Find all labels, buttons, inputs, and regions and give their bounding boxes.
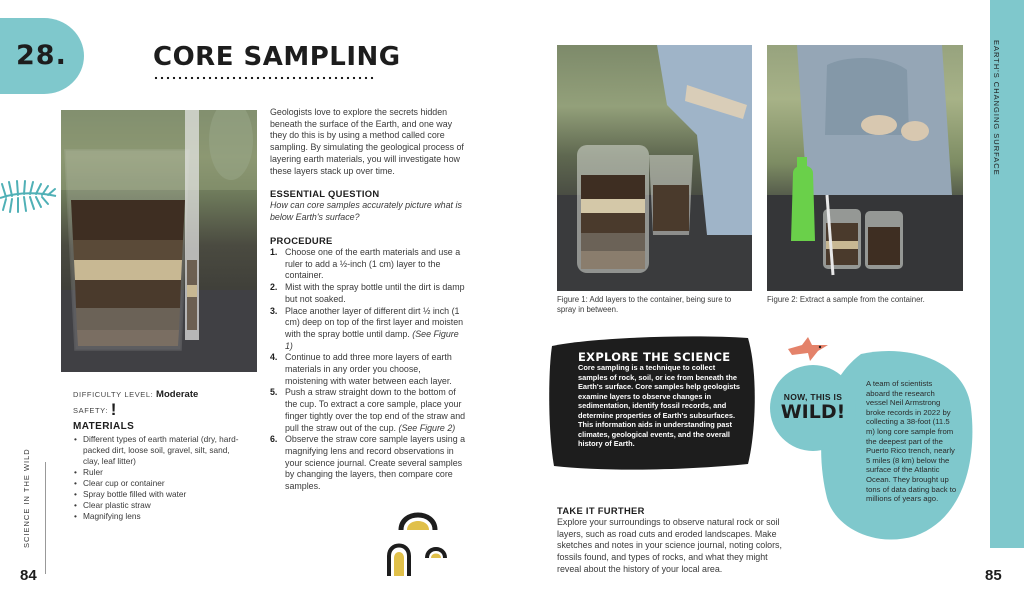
essential-question-heading: ESSENTIAL QUESTION — [270, 188, 380, 199]
take-further-text: Explore your surroundings to observe natural rock or soil layers, such as road cuts and eroded landscapes. Make sketches and notes in your science journal, noting colors, fossils found, and types of rocks, and what they might reveal about the history of your local area. — [557, 517, 782, 574]
page-title: CORE SAMPLING — [153, 42, 401, 72]
explore-text: Core sampling is a technique to collect samples of rock, soil, or ice from beneath the Earth's surface. Core samples help geologists examine layers to observe changes in sedimentation, identify fossil records, and determine properties of Earth's subsurfaces. This information aids in understanding past climates, geological events, and the overall history of Earth. — [578, 363, 740, 448]
safety-label: SAFETY: — [73, 406, 109, 415]
step-text: Place another layer of different dirt ½ inch (1 cm) deep on top of the first layer and moisten with the spray bottle until damp. — [285, 305, 464, 339]
materials-item: • Different types of earth material (dry, hard-packed dirt, loose soil, gravel, silt, sand, clay, leaf litter) — [74, 434, 246, 467]
activity-number: 28. — [16, 40, 67, 71]
palm-leaf-icon — [0, 178, 58, 214]
section-label-left: SCIENCE IN THE WILD — [22, 448, 31, 548]
section-label-right: EARTH'S CHANGING SURFACE — [992, 40, 1001, 176]
page-number-left: 84 — [20, 567, 37, 584]
figure-2-caption: Figure 2: Extract a sample from the container. — [767, 295, 925, 304]
step-number: 6. — [270, 434, 278, 445]
wild-fact-text: A team of scientists aboard the research vessel Neil Armstrong broke records in 2022 by collecting a 38-foot (11.5 m) long core sample from the deepest part of the Puerto Rico trench, nearly 5 miles (8 km) below the surface of the Atlantic Ocean. They brought up tons of data dating back to millions of years ago. — [866, 379, 957, 504]
step-number: 3. — [270, 305, 278, 316]
procedure-step — [270, 434, 466, 493]
step-text: Observe the straw core sample layers using a magnifying lens and record observations in your science journal. Create several samples by changing the layers, then compare core samples. — [285, 434, 466, 492]
step-text: Choose one of the earth materials and use a ruler to add a ½-inch (1 cm) layer to the container. — [285, 247, 461, 281]
materials-item: • Clear cup or container — [74, 478, 246, 489]
intro-paragraph: Geologists love to explore the secrets hidden beneath the surface of the Earth, and one way they do this is by using a method called core sampling. By simulating the geological process of layering earth materials, you will investigate how these layers stack up over time. — [270, 107, 464, 176]
wild-badge-small-text: NOW, THIS IS — [783, 392, 843, 402]
step-text: Push a straw straight down to the bottom of the cup. To extract a core sample, place your finger tightly over the top end of the straw and pull the straw out of the cup. — [285, 387, 466, 433]
step-text: Mist with the spray bottle until the dirt is damp but not soaked. — [285, 282, 465, 304]
procedure-list — [270, 247, 466, 493]
step-number: 2. — [270, 282, 278, 293]
title-dotted-underline — [153, 76, 375, 80]
materials-item: • Spray bottle filled with water — [74, 489, 246, 500]
materials-item: • Magnifying lens — [74, 511, 246, 522]
step-text: Continue to add three more layers of earth materials in any order you choose, moistening with water between each layer. — [285, 352, 452, 386]
figure-reference: (See Figure 1) — [285, 328, 459, 351]
materials-item: • Ruler — [74, 467, 246, 478]
arch-doodle-icon — [385, 506, 455, 582]
safety-row — [73, 400, 117, 420]
figure-2-photo — [767, 45, 963, 291]
procedure-step — [270, 387, 466, 434]
difficulty-label: DIFFICULTY LEVEL: — [73, 390, 154, 399]
divider-line — [45, 462, 46, 574]
core-sample-cup-photo — [61, 110, 257, 372]
page-number-right: 85 — [985, 567, 1002, 584]
procedure-step — [270, 306, 466, 353]
procedure-step — [270, 282, 466, 305]
step-number: 4. — [270, 352, 278, 363]
difficulty-value: Moderate — [156, 389, 199, 400]
figure-1-photo — [557, 45, 752, 291]
step-number: 1. — [270, 247, 278, 257]
difficulty-level — [73, 389, 198, 400]
explore-title: EXPLORE THE SCIENCE — [578, 350, 731, 364]
materials-list — [74, 434, 246, 522]
figure-1-caption: Figure 1: Add layers to the container, being sure to spray in between. — [557, 295, 732, 315]
procedure-heading: PROCEDURE — [270, 235, 333, 246]
figure-reference: (See Figure 2) — [398, 422, 456, 433]
exclamation-icon: ! — [110, 400, 117, 419]
take-further-heading: TAKE IT FURTHER — [557, 505, 645, 516]
procedure-step — [270, 352, 466, 387]
materials-item: • Clear plastic straw — [74, 500, 246, 511]
materials-heading: MATERIALS — [73, 421, 135, 432]
procedure-step — [270, 247, 466, 282]
essential-question-text: How can core samples accurately picture what is below Earth's surface? — [270, 200, 462, 222]
wild-badge-big-text: WILD! — [780, 401, 846, 423]
step-number: 5. — [270, 387, 278, 398]
